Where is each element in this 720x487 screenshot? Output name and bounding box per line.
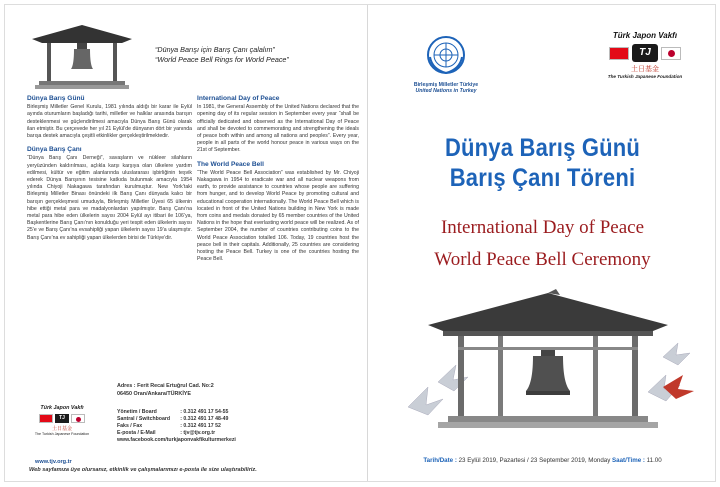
title-tr-line2: Barış Çanı Töreni [449,163,636,192]
section-title: Dünya Barış Çanı [27,146,82,154]
foundation-subtitle: The Turkish Japanese Foundation [607,74,683,79]
left-column-en [197,95,359,269]
peace-bell-pavilion-icon [398,287,698,437]
left-panel [5,5,367,481]
section-title: International Day of Peace [197,95,280,102]
event-date-time [368,457,717,464]
foundation-flags [590,44,700,62]
contact-label: Faks / Fax [117,423,143,429]
title-tr-line1: Dünya Barış Günü [444,133,641,162]
website-link[interactable]: www.tjv.org.tr [35,459,72,465]
contact-value: : 0.312 491 17 52 [180,423,221,429]
foundation-logo-small [27,405,97,436]
time-label: Saat/Time : [612,457,645,464]
address-line: Adres : Ferit Recai Ertuğrul Cad. No:2 [117,383,214,389]
contact-row [117,409,238,416]
left-column-tr [27,95,192,248]
foundation-logo [590,31,700,79]
un-logo [396,35,496,94]
quote-en: “World Peace Bell Rings for World Peace” [155,55,289,64]
section-title: Dünya Barış Günü [27,95,85,102]
title-en-line1: International Day of Peace [440,217,645,238]
contact-value: : 0.312 491 17 54-55 [180,409,229,415]
foundation-japanese: 土日基金 [631,66,659,73]
contact-row [117,430,238,437]
address-line: 06450 Oran/Ankara/TÜRKİYE [117,390,192,397]
section-body: “Dünya Barış Çanı Derneği”, savaşların ve nükleer silahların yeryüzünden kaldırılması, açlıkla karşı karşıya olan ülkelere yardım edilmesi, kültür ve eğitim alanlarında uluslararası işbirliğinin teşvik ederek Dünya Barışının tesisine katkıda bulunmak amacıyla 1954 yılında Chiyoji Nakagawa tarafından kurulmuştur. New York’taki Birleşmiş Milletler Binası önündeki ilk Barış Çanı dünyada kalıcı bir barışın gerçekleşmesi umuduyla, Birleşmiş Milletler Üyesi 65 ülkenin hibe ettiği metal para ve madalyonlardan yapılmıştır. Barış Çanı’na metal para hibe eden ülkelerin sayısı 2004 Eylül ayı itibari ile 106’ya, Başkentlerine Barış Çanı’nın konulduğu yeri tespit eden ülkelerin sayısı 25’e ve Barış Çanı’na evsahipliği yapan ülkelerin sayısı 19’a ulaşmıştır. Barış Çanı’na ev sahipliği yapan ülkelerden birisi de Türkiye’dir. [27,155,192,241]
quote [155,45,355,65]
logo-subtitle: The Turkish Japanese Foundation [34,432,90,436]
tj-mark: TJ [55,414,69,423]
tj-mark: TJ [632,44,658,62]
contact-label: Santral / Switchboard [117,416,171,422]
contact-row [117,423,238,430]
contact-label[interactable]: E-posta / E-Mail [117,430,156,436]
section-body: “The World Peace Bell Association” was established by Mr. Chiyoji Nakagawa in 1954 to eradicate war and all nuclear weapons from earth, to provide assistance to countries whose people are suffering from hunger, and to develop World Peace by promoting cultural and educational cooperation internationally. The World Peace Bell which is located in front of the United Nations building in New York is made from coins and medals donated by 65 member countries of the United Nations in the hope that everlasting world peace will be realized. As of September 2004, the number of countries contributing coins to the World Peace Association totalled 106. Today, 19 countries host the peace bell in their capitals. Additionally, 25 countries are considering hosting the Peace Bell. Turkey is one of the countries hosting the Peace Bell. [197,169,359,263]
foundation-title: Türk Japon Vakfı [612,31,678,40]
facebook-link[interactable]: www.facebook.com/turkjaponvakfikulturmerkezi [117,437,236,443]
date-label: Tarih/Date : [423,457,457,464]
logo-japanese: 土日基金 [51,426,72,432]
japan-flag-icon [71,414,85,423]
section-title: The World Peace Bell [197,160,264,168]
contact-row [117,437,238,444]
section-body: In 1981, the General Assembly of the United Nations declared that the opening day of its regular session in September every year “shall be officially dedicated and observed as the International Day of Peace and shall be devoted to commemorating and strengthening the ideals of peace both within and among all nations and peoples”. Every year, people in all parts of the world honour peace in various ways on the 21st of September. [197,104,359,154]
peace-bell-pavilion-icon [27,21,137,91]
contact-value[interactable]: : tjv@tjv.org.tr [180,430,216,436]
footer-note: Web sayfamıza üye olursanız, etkinlik ve çalışmalarımızı e-posta ile size ulaştırabiliriz. [29,467,257,473]
turkey-flag-icon [39,414,53,423]
turkey-flag-icon [609,47,629,60]
title-en-line2: World Peace Bell Ceremony [434,249,651,270]
section-body: Birleşmiş Milletler Genel Kurulu, 1981 yılında aldığı bir karar ile Eylül ayında oturumların başladığı tarihi, milletler ve halklar arasında barışın desteklenmesi ve güçlendirilmesi amacıyla Dünya Barış Günü olarak ilan etmiştir. Bu çerçevede her yıl 21 Eylül’de dünyanın dört bir yanında barışa destek amacıyla çeşitli etkinlikler gerçekleştirilmektedir. [27,104,192,140]
time-value: 11.00 [644,457,662,464]
quote-tr: “Dünya Barışı için Barış Çanı çalalım” [155,45,275,54]
logo-flags [27,414,97,423]
date-value: 23 Eylül 2019, Pazartesi / 23 September 2019, Monday [456,457,613,464]
address [117,383,214,398]
contact-value: : 0.312 491 17 48-49 [180,416,229,422]
japan-flag-icon [661,47,681,60]
brochure-sheet [4,4,716,482]
un-label-en: United Nations in Turkey [415,88,477,94]
right-panel [368,5,717,481]
un-emblem-icon [426,35,466,75]
un-label-tr: Birleşmiş Milletler Türkiye [413,82,479,88]
contact-table [117,409,238,444]
contact-row [117,416,238,423]
logo-title: Türk Japon Vakfı [40,405,84,411]
contact-label: Yönetim / Board [117,409,157,415]
